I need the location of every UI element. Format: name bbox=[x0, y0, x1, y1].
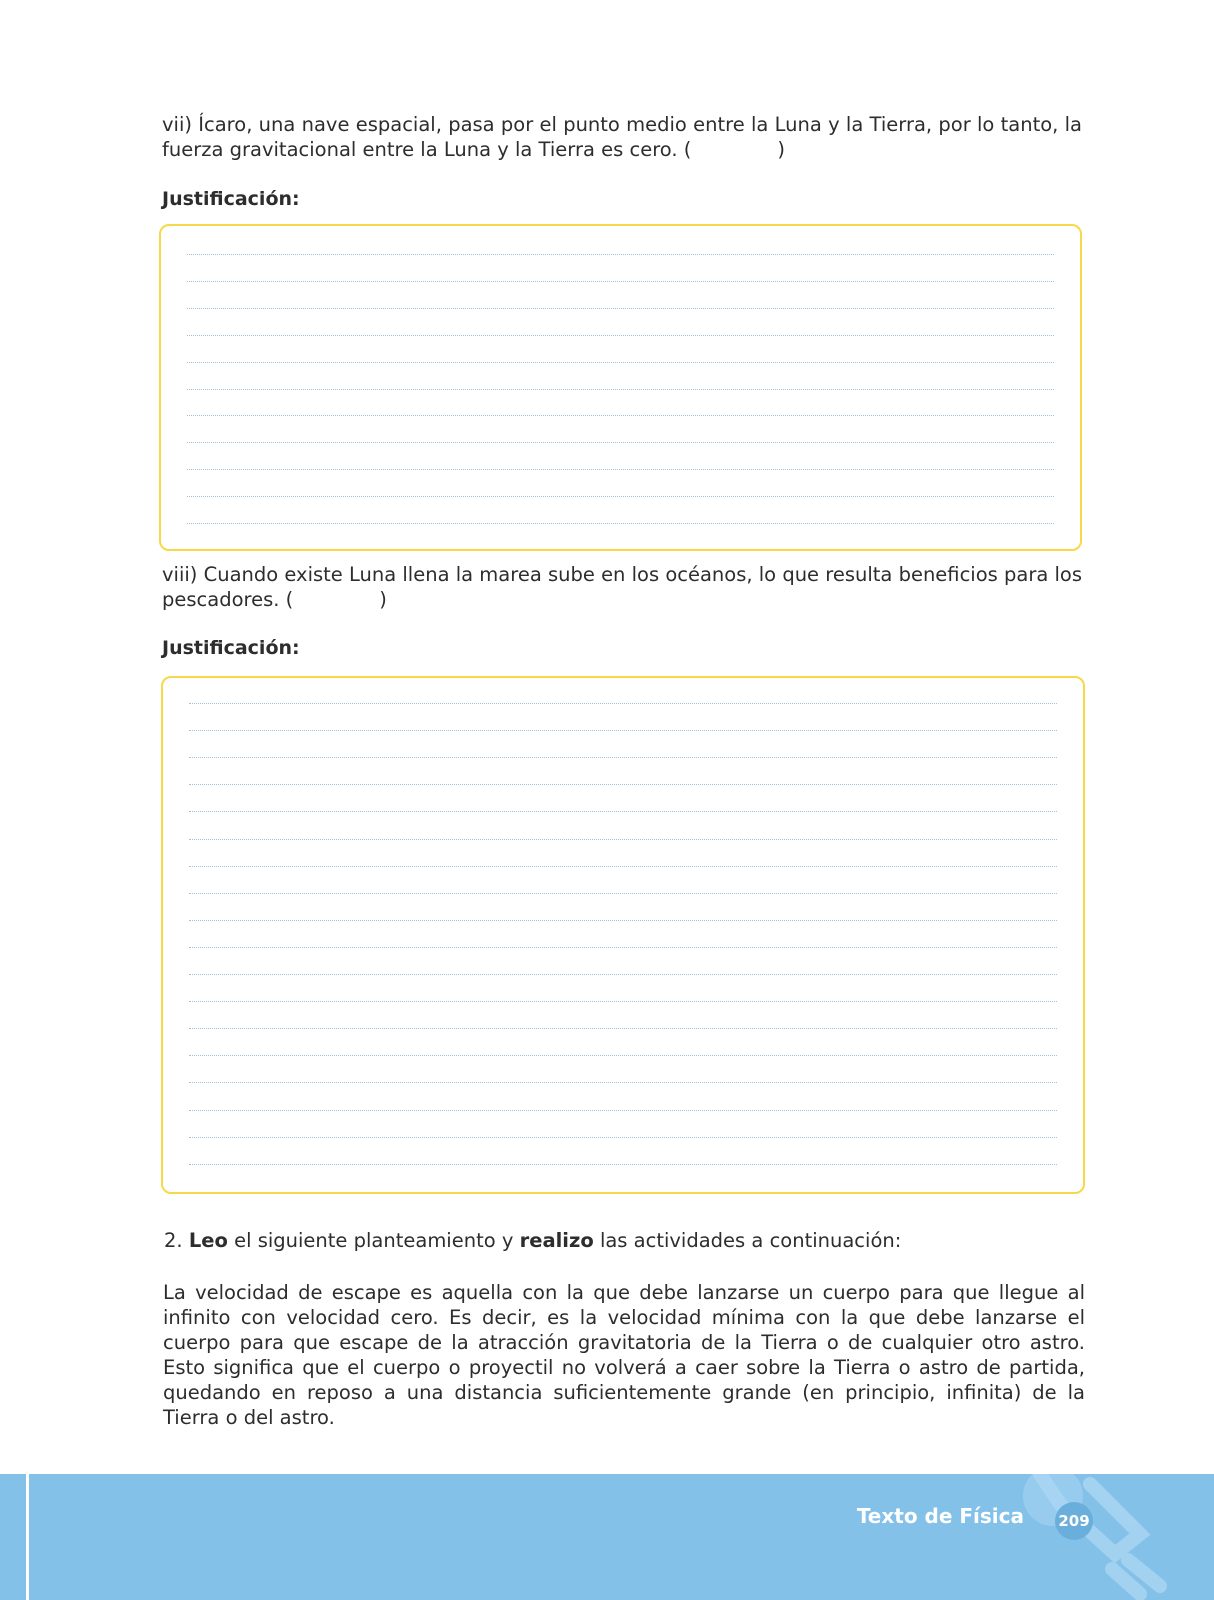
writing-line bbox=[187, 335, 1054, 336]
rocket-icon bbox=[1020, 1474, 1214, 1600]
instruction-verb-read: Leo bbox=[188, 1229, 228, 1252]
writing-line bbox=[189, 757, 1057, 758]
writing-line bbox=[189, 839, 1057, 840]
instruction-verb-do: realizo bbox=[519, 1229, 594, 1252]
writing-line bbox=[189, 811, 1057, 812]
writing-line bbox=[189, 947, 1057, 948]
writing-line bbox=[189, 730, 1057, 731]
instruction-text: las actividades a continuación: bbox=[599, 1229, 902, 1252]
writing-line bbox=[187, 389, 1054, 390]
footer-title: Texto de Física bbox=[856, 1504, 1024, 1528]
writing-line bbox=[187, 254, 1054, 255]
answer-blank-open: ( bbox=[285, 588, 294, 611]
footer-stripe bbox=[26, 1474, 29, 1600]
writing-line bbox=[189, 784, 1057, 785]
writing-line bbox=[187, 523, 1054, 524]
answer-blank-close: ) bbox=[379, 588, 387, 611]
writing-line bbox=[187, 442, 1054, 443]
activity-2-instruction bbox=[164, 1228, 1084, 1253]
page-number: 209 bbox=[1055, 1502, 1093, 1540]
writing-line bbox=[189, 1082, 1057, 1083]
question-viii bbox=[162, 562, 1082, 612]
writing-line bbox=[189, 893, 1057, 894]
question-vii-text: vii) Ícaro, una nave espacial, pasa por el punto medio entre la Luna y la Tierra, por lo tanto, la fuerza gravitacional entre la Luna y la Tierra es cero. bbox=[162, 113, 1082, 161]
writing-line bbox=[187, 362, 1054, 363]
question-viii-text: viii) Cuando existe Luna llena la marea sube en los océanos, lo que resulta beneficios para los pescadores. bbox=[162, 563, 1083, 611]
answer-blank-close: ) bbox=[777, 138, 785, 161]
writing-line bbox=[189, 1055, 1057, 1056]
escape-velocity-paragraph: La velocidad de escape es aquella con la que debe lanzarse un cuerpo para que llegue al infinito con velocidad cero. Es decir, es la velocidad mínima con la que debe lanzarse el cuerpo para que escape de la atracción gravitatoria de la Tierra o de cualquier otro astro. Esto significa que el cuerpo o proyectil no volverá a caer sobre la Tierra o astro de partida, quedando en reposo a una distancia suficientemente grande (en principio, infinita) de la Tierra o del astro. bbox=[163, 1281, 1085, 1429]
writing-line bbox=[189, 1028, 1057, 1029]
writing-line bbox=[189, 703, 1057, 704]
writing-line bbox=[189, 1137, 1057, 1138]
page-footer bbox=[0, 1474, 1214, 1600]
writing-line bbox=[189, 1164, 1057, 1165]
justification-box[interactable] bbox=[161, 676, 1085, 1194]
writing-line bbox=[189, 866, 1057, 867]
writing-line bbox=[187, 308, 1054, 309]
activity-number: 2. bbox=[164, 1229, 183, 1252]
justification-box[interactable] bbox=[159, 224, 1082, 551]
writing-line bbox=[189, 1110, 1057, 1111]
writing-line bbox=[189, 974, 1057, 975]
writing-line bbox=[187, 281, 1054, 282]
justification-label: Justificación: bbox=[162, 188, 300, 210]
answer-blank-open: ( bbox=[683, 138, 692, 161]
writing-line bbox=[189, 920, 1057, 921]
instruction-text: el siguiente planteamiento y bbox=[234, 1229, 514, 1252]
writing-line bbox=[187, 496, 1054, 497]
writing-line bbox=[187, 469, 1054, 470]
writing-line bbox=[189, 1001, 1057, 1002]
writing-line bbox=[187, 415, 1054, 416]
justification-label: Justificación: bbox=[162, 637, 300, 659]
question-vii bbox=[162, 112, 1082, 162]
